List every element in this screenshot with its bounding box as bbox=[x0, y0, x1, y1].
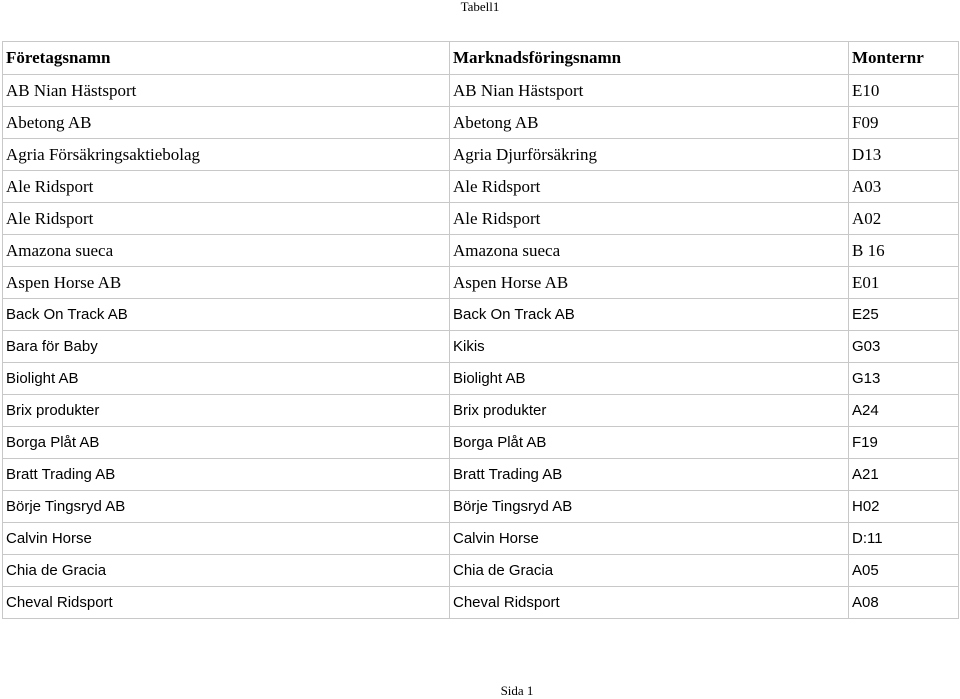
table-row bbox=[3, 235, 959, 267]
table-row bbox=[3, 299, 959, 331]
marketing-name-cell: Chia de Gracia bbox=[450, 555, 849, 587]
marketing-name-cell: AB Nian Hästsport bbox=[450, 75, 849, 107]
marketing-name-cell: Ale Ridsport bbox=[450, 203, 849, 235]
booth-number-cell: E10 bbox=[849, 75, 959, 107]
table-row bbox=[3, 555, 959, 587]
exhibitor-table bbox=[2, 41, 959, 619]
marketing-name-cell: Biolight AB bbox=[450, 363, 849, 395]
company-name-cell: Bara för Baby bbox=[3, 331, 450, 363]
booth-number-cell: F19 bbox=[849, 427, 959, 459]
table-row bbox=[3, 491, 959, 523]
marketing-name-cell: Amazona sueca bbox=[450, 235, 849, 267]
marketing-name-cell: Brix produkter bbox=[450, 395, 849, 427]
table-row bbox=[3, 363, 959, 395]
booth-number-cell: H02 bbox=[849, 491, 959, 523]
table-row bbox=[3, 523, 959, 555]
table-row bbox=[3, 587, 959, 619]
company-name-cell: Back On Track AB bbox=[3, 299, 450, 331]
header-booth-number: Monternr bbox=[849, 42, 959, 75]
company-name-cell: Brix produkter bbox=[3, 395, 450, 427]
header-marketing-name: Marknadsföringsnamn bbox=[450, 42, 849, 75]
marketing-name-cell: Bratt Trading AB bbox=[450, 459, 849, 491]
company-name-cell: Cheval Ridsport bbox=[3, 587, 450, 619]
marketing-name-cell: Börje Tingsryd AB bbox=[450, 491, 849, 523]
table-row bbox=[3, 75, 959, 107]
booth-number-cell: F09 bbox=[849, 107, 959, 139]
booth-number-cell: G03 bbox=[849, 331, 959, 363]
booth-number-cell: A03 bbox=[849, 171, 959, 203]
booth-number-cell: A02 bbox=[849, 203, 959, 235]
company-name-cell: Agria Försäkringsaktiebolag bbox=[3, 139, 450, 171]
header-company-name: Företagsnamn bbox=[3, 42, 450, 75]
marketing-name-cell: Calvin Horse bbox=[450, 523, 849, 555]
booth-number-cell: A08 bbox=[849, 587, 959, 619]
booth-number-cell: A24 bbox=[849, 395, 959, 427]
company-name-cell: Amazona sueca bbox=[3, 235, 450, 267]
company-name-cell: Ale Ridsport bbox=[3, 203, 450, 235]
marketing-name-cell: Borga Plåt AB bbox=[450, 427, 849, 459]
company-name-cell: Calvin Horse bbox=[3, 523, 450, 555]
company-name-cell: Borga Plåt AB bbox=[3, 427, 450, 459]
table-row bbox=[3, 139, 959, 171]
table-row bbox=[3, 459, 959, 491]
booth-number-cell: D13 bbox=[849, 139, 959, 171]
company-name-cell: Abetong AB bbox=[3, 107, 450, 139]
company-name-cell: Bratt Trading AB bbox=[3, 459, 450, 491]
table-row bbox=[3, 395, 959, 427]
booth-number-cell: B 16 bbox=[849, 235, 959, 267]
booth-number-cell: G13 bbox=[849, 363, 959, 395]
table-row bbox=[3, 203, 959, 235]
booth-number-cell: E25 bbox=[849, 299, 959, 331]
table-row bbox=[3, 427, 959, 459]
marketing-name-cell: Cheval Ridsport bbox=[450, 587, 849, 619]
company-name-cell: Ale Ridsport bbox=[3, 171, 450, 203]
company-name-cell: Aspen Horse AB bbox=[3, 267, 450, 299]
marketing-name-cell: Ale Ridsport bbox=[450, 171, 849, 203]
booth-number-cell: D:11 bbox=[849, 523, 959, 555]
table-header-row bbox=[3, 42, 959, 75]
company-name-cell: Chia de Gracia bbox=[3, 555, 450, 587]
booth-number-cell: E01 bbox=[849, 267, 959, 299]
company-name-cell: Börje Tingsryd AB bbox=[3, 491, 450, 523]
marketing-name-cell: Aspen Horse AB bbox=[450, 267, 849, 299]
table-row bbox=[3, 171, 959, 203]
table-row bbox=[3, 107, 959, 139]
marketing-name-cell: Agria Djurförsäkring bbox=[450, 139, 849, 171]
page-number: Sida 1 bbox=[500, 683, 534, 698]
table-row bbox=[3, 267, 959, 299]
booth-number-cell: A05 bbox=[849, 555, 959, 587]
booth-number-cell: A21 bbox=[849, 459, 959, 491]
table-row bbox=[3, 331, 959, 363]
company-name-cell: Biolight AB bbox=[3, 363, 450, 395]
marketing-name-cell: Back On Track AB bbox=[450, 299, 849, 331]
company-name-cell: AB Nian Hästsport bbox=[3, 75, 450, 107]
marketing-name-cell: Kikis bbox=[450, 331, 849, 363]
marketing-name-cell: Abetong AB bbox=[450, 107, 849, 139]
sheet-title: Tabell1 bbox=[460, 0, 500, 14]
